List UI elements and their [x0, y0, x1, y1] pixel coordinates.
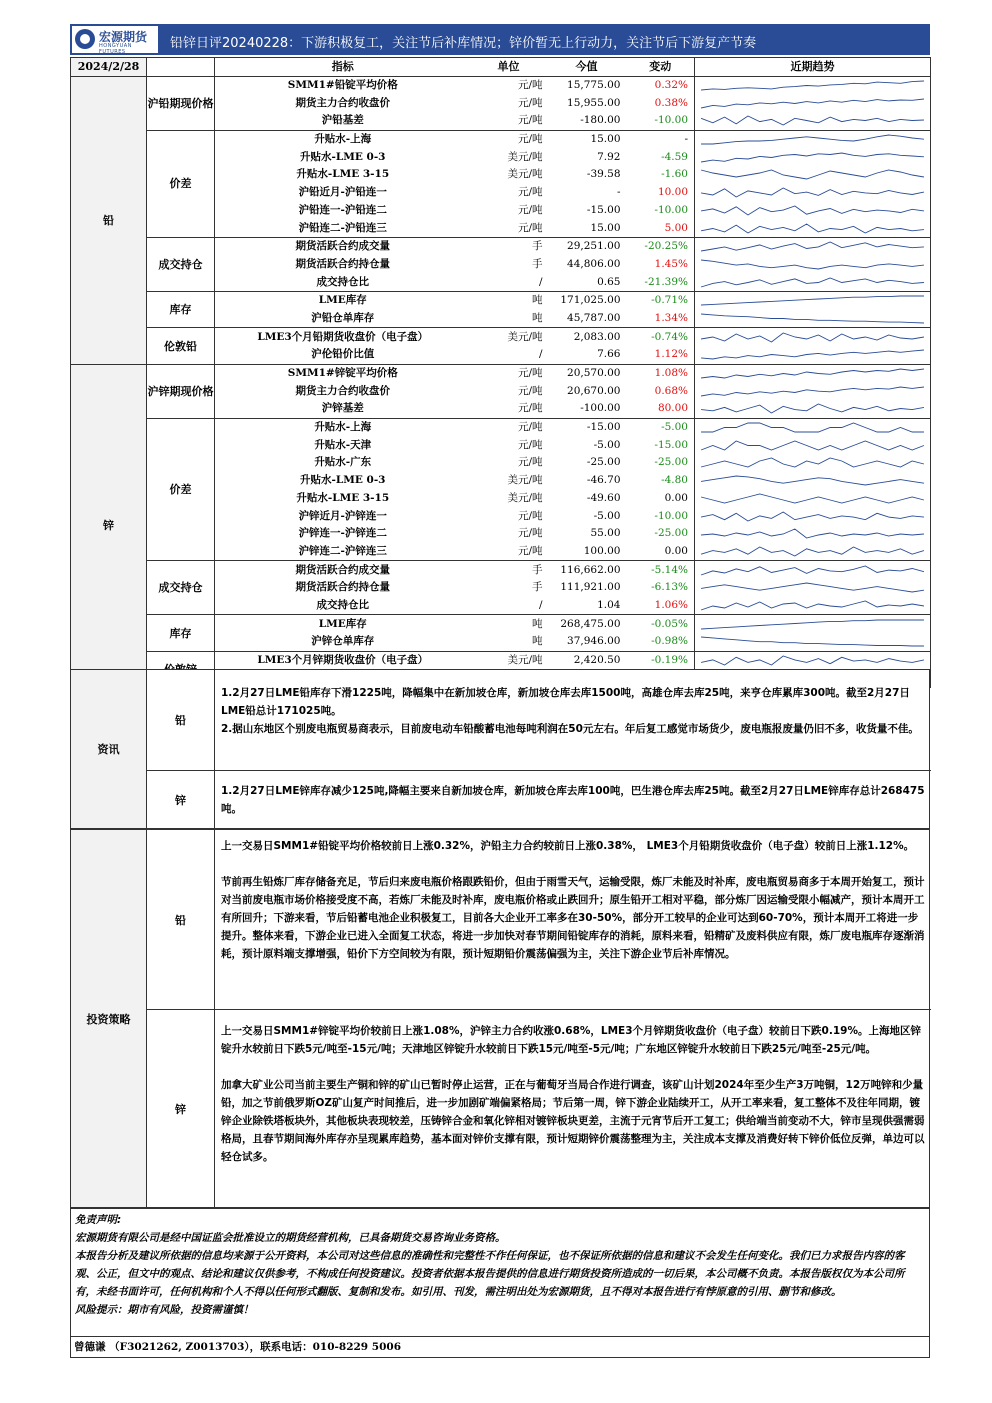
indicator-change: 1.12%: [627, 346, 695, 364]
sparkline-line: [701, 620, 924, 629]
indicator-name: 升贴水-LME 0-3: [300, 474, 386, 487]
disclaimer-text: 免责声明: 宏源期货有限公司是经中国证监会批准设立的期货经营机构，已具备期货交易咨询业务资格。 本报告分析及建议所依据的信息均来源于公开资料，本公司对这些信息的准确性和完整性不作任何保证，也不保证所依据的信息和建议不会发生任何变化。我们已力求报告内容的客观、公正，但文中的观点、结论和建议仅供参考，不构成任何投资建议。投资者依据本报告提供的信息进行期货投资所造成的一切后果，本公司概不负责。本报告版权仅为本公司所有，未经书面许可，任何机构和个人不得以任何形式翻版、复制和发布。如引用、刊发，需注明出处为宏源期货，且不得对本报告进行有悖原意的引用、删节和修改。 风险提示：期市有风险，投资需谨慎！: [75, 1214, 905, 1316]
trend-cell: [695, 148, 931, 166]
news-lead-text: 1.2月27日LME铅库存下滑1225吨，降幅集中在新加坡仓库，新加坡仓库去库1500吨，高雄仓库去库25吨，来亨仓库累库300吨。截至2月27日LME铅总计171025吨。 2.据山东地区个别废电瓶贸易商表示，目前废电动车铅酸蓄电池每吨利润在50元左右。年后复工感觉市场货少，废电瓶报废量仍旧不多，收货量不佳。: [221, 687, 919, 735]
table-row: [71, 130, 931, 148]
indicator-value: -25.00: [586, 456, 621, 469]
indicator-unit: 元/吨: [517, 186, 543, 199]
indicator-change: -0.05%: [651, 617, 688, 630]
trend-cell: [695, 130, 931, 148]
sparkline-chart: [697, 438, 928, 453]
trend-cell: [695, 273, 931, 291]
indicator-name: LME库存: [318, 294, 367, 307]
indicator-value: -180.00: [547, 112, 627, 130]
indicator-name: 升贴水-上海: [314, 421, 372, 434]
sparkline-line: [701, 99, 924, 108]
sparkline-chart: [697, 132, 928, 147]
indicator-name: 升贴水-广东: [314, 456, 372, 469]
indicator-unit: 手: [532, 257, 543, 270]
indicator-value: 1.04: [547, 597, 627, 615]
trend-cell: [695, 291, 931, 309]
table-row: [71, 651, 931, 669]
sparkline-line: [701, 637, 924, 646]
indicator-name: 沪锌连二-沪锌连三: [215, 543, 471, 561]
trend-cell: [695, 615, 931, 633]
trend-cell: [695, 472, 931, 490]
sparkline-chart: [697, 150, 928, 165]
trend-cell: [695, 328, 931, 346]
indicator-change: 1.34%: [627, 310, 695, 328]
indicator-value: -5.00: [593, 438, 621, 451]
trend-cell: [695, 454, 931, 472]
indicator-unit: /: [471, 597, 547, 615]
indicator-unit: 美元/吨: [507, 330, 543, 343]
indicator-change: 10.00: [657, 186, 688, 199]
sparkline-line: [701, 116, 924, 125]
indicator-unit: 元/吨: [517, 384, 543, 397]
indicator-value: 15,955.00: [567, 96, 621, 109]
sparkline-line: [701, 81, 924, 90]
indicator-change: -0.74%: [651, 330, 688, 343]
indicator-value: 20,570.00: [567, 367, 621, 380]
company-logo: [72, 26, 158, 53]
indicator-name: LME库存: [318, 617, 367, 630]
logo-name: 宏源期货: [99, 30, 148, 44]
indicator-unit: 元/吨: [517, 133, 543, 146]
indicator-value: -100.00: [547, 400, 627, 418]
indicator-name: 升贴水-LME 3-15: [296, 491, 390, 504]
sparkline-chart: [697, 293, 928, 308]
indicator-unit: 美元/吨: [507, 654, 543, 667]
indicator-unit: 美元/吨: [507, 474, 543, 487]
sparkline-line: [701, 260, 924, 269]
group-label: 伦敦铅: [147, 328, 215, 364]
sparkline-line: [701, 423, 924, 432]
indicator-name: 期货活跃合约持仓量: [295, 257, 390, 270]
indicator-unit: 吨: [471, 310, 547, 328]
indicator-value: 0.65: [547, 273, 627, 291]
indicator-change: 0.68%: [654, 384, 688, 397]
indicator-unit: 元/吨: [517, 509, 543, 522]
trend-cell: [695, 400, 931, 418]
sparkline-line: [701, 333, 924, 342]
date-header: 2024/2/28: [71, 58, 147, 77]
indicator-value: 2,420.50: [573, 654, 621, 667]
indicator-name: SMM1#铅锭平均价格: [287, 79, 398, 92]
trend-header: 近期趋势: [695, 58, 931, 77]
indicator-value: 55.00: [590, 527, 621, 540]
blank-header: [147, 58, 215, 77]
group-label: 价差: [147, 130, 215, 237]
logo-english-name: HONGYUAN FUTURES: [99, 43, 132, 55]
table-row: [71, 76, 931, 94]
sparkline-line: [701, 547, 924, 556]
sparkline-chart: [697, 257, 928, 272]
news-zinc-label: 锌: [147, 771, 215, 829]
sparkline-chart: [697, 167, 928, 182]
indicator-value: 7.92: [597, 150, 621, 163]
trend-cell: [695, 597, 931, 615]
indicator-value: -15.00: [586, 421, 621, 434]
sparkline-chart: [697, 347, 928, 362]
trend-cell: [695, 94, 931, 112]
sparkline-line: [701, 206, 924, 215]
indicator-name: SMM1#锌锭平均价格: [287, 367, 398, 380]
indicator-change: -4.80: [661, 474, 688, 487]
trend-cell: [695, 112, 931, 130]
sparkline-chart: [697, 526, 928, 541]
indicator-value: 15.00: [590, 133, 621, 146]
indicator-change: 1.06%: [627, 597, 695, 615]
indicator-unit: 元/吨: [471, 112, 547, 130]
metal-label: 锌: [71, 364, 147, 687]
sparkline-line: [701, 242, 924, 251]
indicator-value: -46.70: [586, 474, 621, 487]
trend-cell: [695, 364, 931, 382]
table-row: [71, 418, 931, 436]
trend-cell: [695, 346, 931, 364]
indicator-unit: /: [471, 346, 547, 364]
trend-cell: [695, 543, 931, 561]
sparkline-chart: [697, 185, 928, 200]
indicator-change: -: [684, 133, 688, 146]
indicator-unit: 美元/吨: [507, 150, 543, 163]
indicator-change: 1.45%: [654, 257, 688, 270]
sparkline-chart: [697, 96, 928, 111]
strategy-zinc-text: 上一交易日SMM1#锌锭平均价较前日上涨1.08%，沪锌主力合约收涨0.68%，LME3个月锌期货收盘价（电子盘）较前日下跌0.19%。上海地区锌锭升水较前日下跌5元/吨至-15元/吨；天津地区锌锭升水较前日下跌15元/吨至-5元/吨；广东地区锌锭升水较前日下跌25元/吨至-25元/吨。 加拿大矿业公司当前主要生产铜和锌的矿山已暂时停止运营，正在与葡萄牙当局合作进行调查，该矿山计划2024年至少生产3万吨铜，12万吨锌和少量铅，加之节前俄罗斯OZ矿山复产时间推后，进一步加剧矿端偏紧格局；节后第一周，锌下游企业陆续开工，从开工率来看，复工整体不及往年同期，镀锌企业除铁塔板块外，其他板块表现较差，压铸锌合金和氧化锌相对镀锌板块更差，主流于元宵节后开工复工；供给端当前变动不大，锌市呈现供强需弱格局，且春节期间海外库存亦呈现累库趋势，基本面对锌价支撑有限，预计短期锌价震荡整理为主，关注成本支撑及消费好转下锌价低位反弹，单边可以轻仓试多。: [221, 1025, 925, 1163]
indicator-change: 0.38%: [654, 96, 688, 109]
indicator-value: 45,787.00: [547, 310, 627, 328]
strategy-lead: [147, 830, 931, 1010]
group-label: 沪锌期现价格: [147, 364, 215, 418]
indicator-name: 升贴水-天津: [314, 438, 372, 451]
group-label: 价差: [147, 418, 215, 561]
sparkline-chart: [697, 384, 928, 399]
indicator-value: -49.60: [586, 491, 621, 504]
indicator-unit: 美元/吨: [507, 491, 543, 504]
report-title: 铅锌日评20240228：下游积极复工，关注节后补库情况；锌价暂无上行动力，关注节后下游复产节奏: [170, 36, 757, 51]
indicator-unit: 吨: [532, 294, 543, 307]
news-zinc: [147, 771, 931, 829]
indicator-change: -21.39%: [627, 273, 695, 291]
table-row: [71, 291, 931, 309]
indicator-change: 0.00: [627, 543, 695, 561]
sparkline-chart: [697, 311, 928, 326]
sparkline-chart: [697, 653, 928, 668]
sparkline-chart: [697, 330, 928, 345]
indicator-unit: 元/吨: [517, 367, 543, 380]
sparkline-chart: [697, 598, 928, 613]
indicator-value: -39.58: [586, 168, 621, 181]
indicator-name: 期货主力合约收盘价: [295, 384, 390, 397]
sparkline-chart: [697, 580, 928, 595]
indicator-change: 0.32%: [654, 79, 688, 92]
indicator-name: 成交持仓比: [215, 273, 471, 291]
indicator-unit: 元/吨: [471, 219, 547, 237]
sparkline-chart: [697, 239, 928, 254]
sparkline-line: [701, 529, 924, 538]
indicator-value: 20,670.00: [567, 384, 621, 397]
indicator-change: -5.14%: [651, 563, 688, 576]
indicator-unit: 元/吨: [517, 527, 543, 540]
news-lead: [147, 670, 931, 771]
sparkline-line: [701, 224, 924, 233]
table-row: [71, 615, 931, 633]
strategy-lead-label: 铅: [147, 830, 215, 1009]
sparkline-line: [701, 476, 924, 485]
sparkline-chart: [697, 634, 928, 649]
sparkline-line: [701, 387, 924, 396]
trend-cell: [695, 579, 931, 597]
trend-cell: [695, 561, 931, 579]
news-section: [70, 669, 930, 829]
indicator-change: -10.00: [627, 112, 695, 130]
sparkline-line: [701, 278, 924, 287]
change-header: 变动: [627, 58, 695, 77]
sparkline-line: [701, 583, 924, 592]
sparkline-line: [701, 458, 924, 467]
trend-cell: [695, 418, 931, 436]
indicator-name: 期货活跃合约成交量: [295, 563, 390, 576]
indicator-unit: 美元/吨: [507, 168, 543, 181]
analyst-contact: 曾德谦 （F3021262, Z0013703），联系电话：010-8229 5006: [70, 1336, 930, 1357]
table-row: [71, 561, 931, 579]
indicator-unit: 元/吨: [517, 456, 543, 469]
sparkline-chart: [697, 401, 928, 416]
indicator-value: 15,775.00: [567, 79, 621, 92]
sparkline-line: [701, 296, 924, 305]
indicator-unit: 手: [532, 240, 543, 253]
sparkline-chart: [697, 455, 928, 470]
indicator-name: 升贴水-LME 3-15: [296, 168, 390, 181]
indicator-unit: 吨: [532, 617, 543, 630]
indicator-unit: 元/吨: [471, 543, 547, 561]
indicator-change: -0.71%: [651, 294, 688, 307]
table-header-row: [71, 58, 931, 77]
trend-cell: [695, 166, 931, 184]
sparkline-line: [701, 566, 924, 575]
trend-cell: [695, 507, 931, 525]
sparkline-line: [701, 188, 924, 197]
trend-cell: [695, 184, 931, 202]
group-label: 库存: [147, 615, 215, 651]
indicator-change: -0.19%: [651, 654, 688, 667]
strategy-zinc: [147, 1010, 931, 1208]
sparkline-line: [701, 314, 924, 323]
strategy-section: [70, 829, 930, 1208]
sparkline-chart: [697, 221, 928, 236]
sparkline-chart: [697, 509, 928, 524]
group-label: 沪铅期现价格: [147, 76, 215, 130]
indicator-unit: 元/吨: [517, 203, 543, 216]
trend-cell: [695, 382, 931, 400]
unit-header: 单位: [471, 58, 547, 77]
indicator-unit: 吨: [471, 633, 547, 651]
indicator-name: 沪铅近月-沪铅连一: [298, 186, 387, 199]
sparkline-chart: [697, 78, 928, 93]
indicator-change: -0.98%: [627, 633, 695, 651]
sparkline-chart: [697, 491, 928, 506]
indicator-value: 268,475.00: [560, 617, 621, 630]
sparkline-line: [701, 170, 924, 179]
indicator-name: 沪锌近月-沪锌连一: [298, 509, 387, 522]
trend-cell: [695, 202, 931, 220]
indicator-unit: 元/吨: [471, 400, 547, 418]
news-lead-label: 铅: [147, 670, 215, 770]
indicator-name: 升贴水-上海: [314, 133, 372, 146]
indicator-name: 沪锌仓单库存: [215, 633, 471, 651]
sparkline-line: [701, 441, 924, 450]
sparkline-chart: [697, 113, 928, 128]
indicator-unit: 元/吨: [517, 438, 543, 451]
trend-cell: [695, 490, 931, 508]
sparkline-chart: [697, 420, 928, 435]
indicator-value: -: [616, 186, 621, 199]
indicator-name: LME3个月铅期货收盘价（电子盘）: [257, 330, 429, 343]
indicator-table: [70, 57, 931, 688]
indicator-change: -1.60: [661, 168, 688, 181]
indicator-name: 期货主力合约收盘价: [295, 96, 390, 109]
sparkline-line: [701, 512, 924, 521]
indicator-value: 111,921.00: [560, 581, 621, 594]
trend-cell: [695, 256, 931, 274]
indicator-value: 116,662.00: [560, 563, 621, 576]
trend-cell: [695, 651, 931, 669]
indicator-change: -15.00: [654, 438, 688, 451]
indicator-value: 7.66: [547, 346, 627, 364]
indicator-name: 期货活跃合约持仓量: [295, 581, 390, 594]
indicator-value: 2,083.00: [573, 330, 621, 343]
news-zinc-text: 1.2月27日LME锌库存减少125吨,降幅主要来自新加坡仓库，新加坡仓库去库100吨，巴生港仓库去库25吨。截至2月27日LME锌库存总计268475吨。: [221, 785, 925, 815]
sparkline-chart: [697, 203, 928, 218]
indicator-change: -6.13%: [651, 581, 688, 594]
indicator-unit: 元/吨: [517, 96, 543, 109]
indicator-name: 沪铅连二-沪铅连三: [215, 219, 471, 237]
indicator-change: -25.00: [654, 456, 688, 469]
indicator-change: -4.59: [661, 150, 688, 163]
trend-cell: [695, 633, 931, 651]
sparkline-chart: [697, 275, 928, 290]
sparkline-line: [701, 369, 924, 378]
trend-cell: [695, 310, 931, 328]
strategy-label: 投资策略: [71, 830, 147, 1207]
indicator-name: 升贴水-LME 0-3: [300, 150, 386, 163]
indicator-value: 29,251.00: [567, 240, 621, 253]
indicator-unit: 手: [532, 581, 543, 594]
indicator-value: 15.00: [547, 219, 627, 237]
indicator-name: 沪铅仓单库存: [215, 310, 471, 328]
report-page: [70, 24, 930, 1362]
trend-cell: [695, 219, 931, 237]
group-label: 成交持仓: [147, 237, 215, 291]
group-label: 库存: [147, 291, 215, 327]
sparkline-line: [701, 135, 924, 144]
trend-cell: [695, 525, 931, 543]
sparkline-chart: [697, 473, 928, 488]
indicator-name: 沪锌连一-沪锌连二: [298, 527, 387, 540]
indicator-change: 80.00: [627, 400, 695, 418]
indicator-value: 44,806.00: [567, 257, 621, 270]
indicator-value: -5.00: [593, 509, 621, 522]
strategy-zinc-label: 锌: [147, 1010, 215, 1208]
indicator-name: LME3个月锌期货收盘价（电子盘）: [257, 654, 429, 667]
indicator-unit: 元/吨: [517, 421, 543, 434]
indicator-unit: /: [471, 273, 547, 291]
sparkline-line: [701, 153, 924, 162]
logo-mark-icon: [75, 29, 95, 49]
sparkline-line: [701, 601, 924, 610]
trend-cell: [695, 237, 931, 255]
indicator-unit: 元/吨: [517, 79, 543, 92]
table-row: [71, 364, 931, 382]
news-label: 资讯: [71, 670, 147, 828]
trend-cell: [695, 436, 931, 454]
report-header: [70, 24, 930, 55]
table-row: [71, 237, 931, 255]
sparkline-line: [701, 656, 924, 665]
indicator-value: 37,946.00: [547, 633, 627, 651]
strategy-lead-text: 上一交易日SMM1#铅锭平均价格较前日上涨0.32%，沪铅主力合约较前日上涨0.38%， LME3个月铅期货收盘价（电子盘）较前日上涨1.12%。 节前再生铅炼厂库存储备充足，节后归来废电瓶价格跟跌铅价，但由于雨雪天气，运输受限，炼厂未能及时补库，废电瓶贸易商多于本周开始复工，预计对当前废电瓶市场价格接受度不高，若炼厂未能及时补库，废电瓶价格或止跌回升；原生铅开工相对平稳，部分炼厂因运输受限小幅减产，预计本周开工有所回升；下游来看，节后铅蓄电池企业积极复工，目前各大企业开工率多在30-50%，部分开工较早的企业可达到60-70%，预计本周开工将进一步提升。整体来看，下游企业已进入全面复工状态，将进一步加快对春节期间铅锭库存的消耗，原料来看，铅精矿及废料供应有限，炼厂废电瓶库存逐渐消耗，预计原料端支撑增强，铅价下方空间较为有限，预计短期铅价震荡偏强为主，关注下游企业节后补库情况。: [221, 840, 925, 960]
indicator-name: 沪铅基差: [215, 112, 471, 130]
sparkline-chart: [697, 563, 928, 578]
indicator-change: -10.00: [654, 509, 688, 522]
indicator-name: 沪伦铅价比值: [215, 346, 471, 364]
indicator-header: 指标: [215, 58, 471, 77]
sparkline-chart: [697, 617, 928, 632]
group-label: 成交持仓: [147, 561, 215, 615]
trend-cell: [695, 76, 931, 94]
value-header: 今值: [547, 58, 627, 77]
sparkline-line: [701, 350, 924, 359]
metal-label: 铅: [71, 76, 147, 364]
table-row: [71, 328, 931, 346]
indicator-change: -10.00: [654, 203, 688, 216]
indicator-name: 沪铅连一-沪铅连二: [298, 203, 387, 216]
sparkline-chart: [697, 544, 928, 559]
indicator-change: -20.25%: [644, 240, 688, 253]
sparkline-line: [701, 404, 924, 413]
sparkline-line: [701, 494, 924, 503]
indicator-name: 沪锌基差: [215, 400, 471, 418]
indicator-change: 0.00: [664, 491, 688, 504]
indicator-name: 成交持仓比: [215, 597, 471, 615]
indicator-value: -15.00: [586, 203, 621, 216]
indicator-change: -5.00: [661, 421, 688, 434]
indicator-change: -25.00: [654, 527, 688, 540]
sparkline-chart: [697, 366, 928, 381]
indicator-value: 100.00: [547, 543, 627, 561]
indicator-change: 5.00: [627, 219, 695, 237]
indicator-unit: 手: [532, 563, 543, 576]
indicator-name: 期货活跃合约成交量: [295, 240, 390, 253]
indicator-value: 171,025.00: [560, 294, 621, 307]
indicator-change: 1.08%: [654, 367, 688, 380]
